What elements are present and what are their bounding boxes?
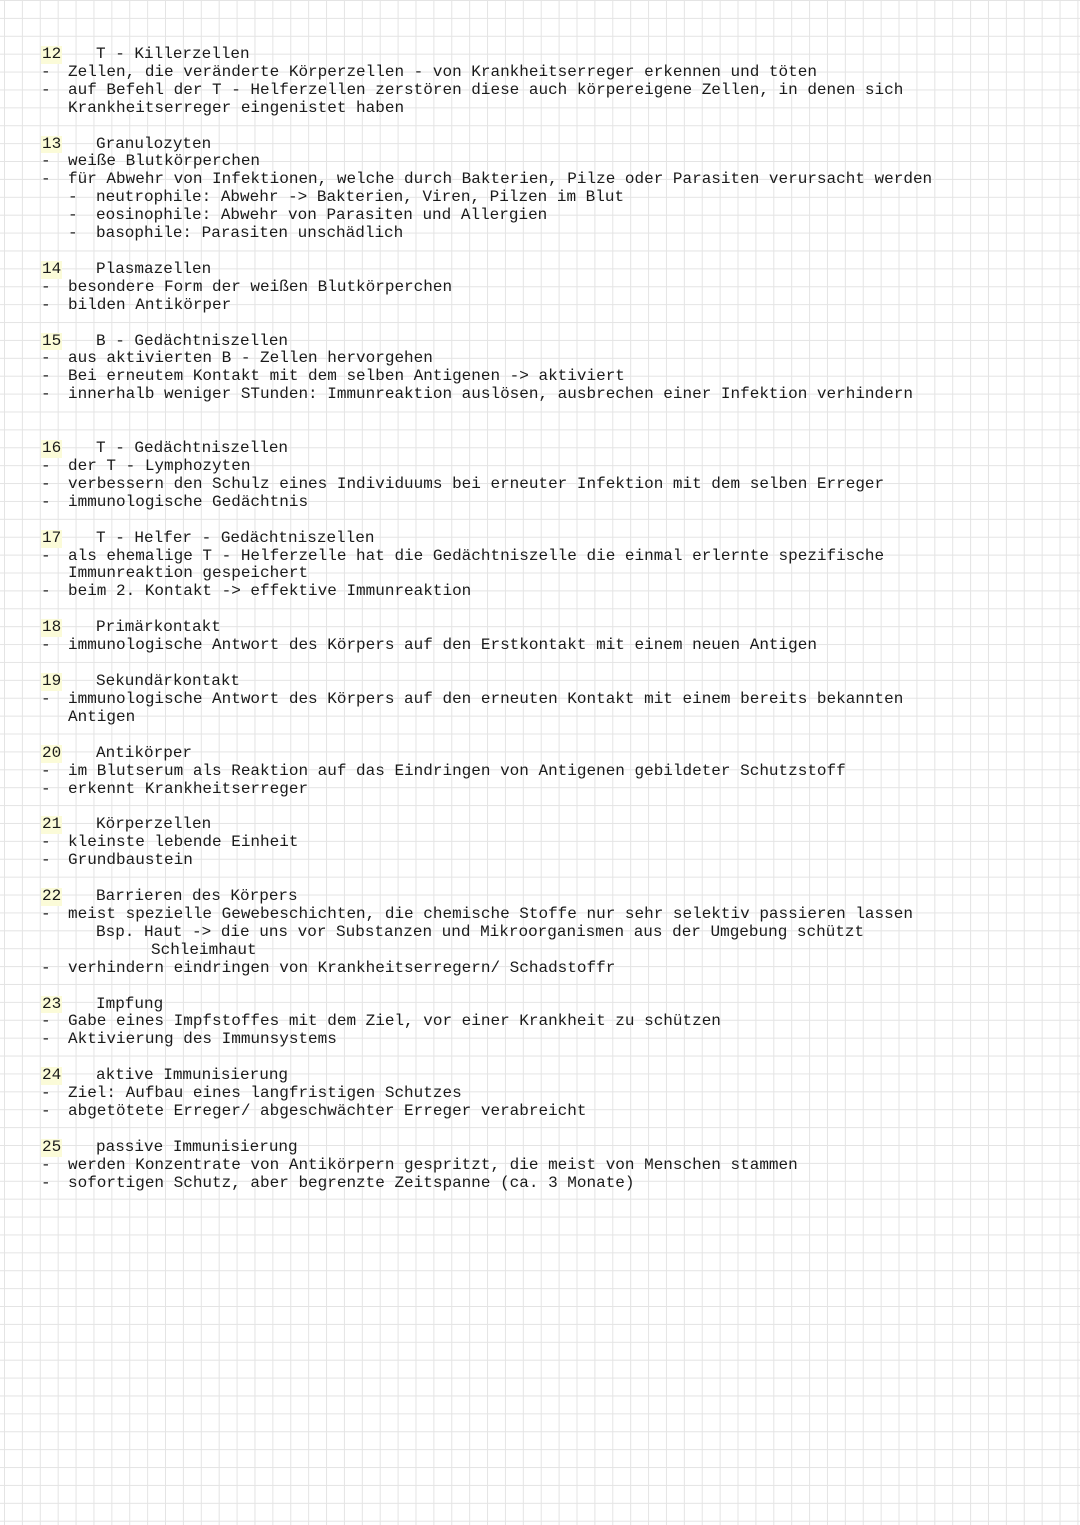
entry-line (0, 548, 1080, 566)
entry-line-text: immunologische Gedächtnis (68, 492, 309, 511)
entry-line-text: besondere Form der weißen Blutkörperchen (68, 277, 453, 296)
entry-gap (0, 798, 1080, 816)
entry-line (0, 279, 1080, 297)
bullet-dash: - (41, 152, 51, 171)
glossary-entry (0, 816, 1080, 870)
entry-number: 21 (42, 815, 62, 834)
bullet-dash: - (41, 779, 51, 798)
entry-gap (0, 1121, 1080, 1139)
entry-title: Plasmazellen (96, 259, 212, 278)
entry-line-text: weiße Blutkörperchen (68, 152, 261, 171)
glossary-entry (0, 1067, 1080, 1121)
entry-title: Barrieren des Körpers (96, 887, 298, 906)
entry-header (0, 673, 1080, 691)
entry-line (0, 189, 1080, 207)
entry-line (0, 709, 1080, 727)
entry-title: aktive Immunisierung (96, 1066, 289, 1085)
entry-title: Antikörper (96, 743, 193, 762)
entry-title: Sekundärkontakt (96, 672, 241, 691)
bullet-dash: - (41, 636, 51, 655)
entry-line-text: eosinophile: Abwehr von Parasiten und Allergien (96, 206, 548, 225)
glossary-entry (0, 745, 1080, 799)
glossary-entry (0, 673, 1080, 727)
bullet-dash: - (41, 474, 51, 493)
entry-line (0, 476, 1080, 494)
glossary-entry (0, 440, 1080, 512)
entry-number: 22 (42, 887, 62, 906)
entry-line-text: Zellen, die veränderte Körperzellen - von Krankheitserreger erkennen und töten (68, 62, 817, 81)
bullet-dash: - (41, 546, 51, 565)
entry-line-text: Schleimhaut (151, 940, 257, 959)
entry-line (0, 297, 1080, 315)
entry-line (0, 781, 1080, 799)
entry-gap (0, 601, 1080, 619)
entry-number: 12 (42, 45, 62, 63)
bullet-dash: - (41, 62, 51, 81)
bullet-dash: - (41, 457, 51, 476)
entry-header (0, 261, 1080, 279)
entry-line-text: im Blutserum als Reaktion auf das Eindringen von Antigenen gebildeter Schutzstoff (68, 761, 846, 780)
bullet-dash: - (41, 295, 51, 314)
sub-bullet-dash: - (68, 206, 78, 225)
entry-number: 18 (42, 618, 62, 637)
entry-gap (0, 404, 1080, 440)
entry-line-text: für Abwehr von Infektionen, welche durch Bakterien, Pilze oder Parasiten verursacht werden (68, 170, 933, 189)
entry-gap (0, 870, 1080, 888)
entry-title: Primärkontakt (96, 618, 221, 637)
entry-title: T - Helfer - Gedächtniszellen (96, 528, 375, 547)
glossary-entry (0, 261, 1080, 315)
bullet-dash: - (41, 1030, 51, 1049)
entry-number: 13 (42, 134, 62, 153)
entry-number: 14 (42, 259, 62, 278)
entry-line (0, 763, 1080, 781)
bullet-dash: - (41, 1084, 51, 1103)
entry-line-text: Aktivierung des Immunsystems (68, 1030, 337, 1049)
bullet-dash: - (41, 277, 51, 296)
entry-gap (0, 655, 1080, 673)
entry-header (0, 440, 1080, 458)
entry-line-text: Grundbaustein (68, 851, 193, 870)
bullet-dash: - (41, 1012, 51, 1031)
entry-gap (0, 118, 1080, 136)
entry-line-text: immunologische Antwort des Körpers auf den Erstkontakt mit einem neuen Antigen (68, 636, 817, 655)
glossary-entry (0, 333, 1080, 405)
entry-line (0, 1013, 1080, 1031)
bullet-dash: - (41, 833, 51, 852)
glossary-entry (0, 46, 1080, 118)
bullet-dash: - (41, 1155, 51, 1174)
entry-line (0, 942, 1080, 960)
bullet-dash: - (41, 80, 51, 99)
bullet-dash: - (41, 367, 51, 386)
entry-line-text: basophile: Parasiten unschädlich (96, 224, 404, 243)
bullet-dash: - (41, 1101, 51, 1120)
entry-header (0, 1139, 1080, 1157)
entry-line (0, 852, 1080, 870)
entry-number: 19 (42, 672, 62, 691)
entry-line (0, 1085, 1080, 1103)
glossary-entry (0, 996, 1080, 1050)
entry-line-text: erkennt Krankheitserreger (68, 779, 309, 798)
bullet-dash: - (41, 385, 51, 404)
bullet-dash: - (41, 958, 51, 977)
entry-line (0, 368, 1080, 386)
entry-line (0, 458, 1080, 476)
entry-line (0, 637, 1080, 655)
entry-line (0, 1031, 1080, 1049)
entry-header (0, 46, 1080, 64)
bullet-dash: - (41, 170, 51, 189)
entry-line-text: werden Konzentrate von Antikörpern gespritzt, die meist von Menschen stammen (68, 1155, 798, 1174)
entry-line-text: bilden Antikörper (68, 295, 232, 314)
entry-line (0, 225, 1080, 243)
entry-line-text: aus aktivierten B - Zellen hervorgehen (68, 349, 433, 368)
entry-title: Körperzellen (96, 815, 212, 834)
entry-line (0, 64, 1080, 82)
bullet-dash: - (41, 761, 51, 780)
bullet-dash: - (41, 851, 51, 870)
entry-line (0, 960, 1080, 978)
entry-line-text: neutrophile: Abwehr -> Bakterien, Viren, Pilzen im Blut (96, 188, 625, 207)
entry-line (0, 1175, 1080, 1193)
entry-line-text: auf Befehl der T - Helferzellen zerstören diese auch körpereigene Zellen, in denen sich (68, 80, 904, 99)
glossary-entry (0, 619, 1080, 655)
entry-title: B - Gedächtniszellen (96, 331, 289, 350)
entry-title: passive Immunisierung (96, 1137, 298, 1156)
entry-line-text: Bei erneutem Kontakt mit dem selben Antigenen -> aktiviert (68, 367, 625, 386)
entry-line-text: beim 2. Kontakt -> effektive Immunreaktion (68, 582, 472, 601)
entry-header (0, 745, 1080, 763)
entry-line-text: innerhalb weniger STunden: Immunreaktion auslösen, ausbrechen einer Infektion verhindern (68, 385, 913, 404)
entry-line-text: Bsp. Haut -> die uns vor Substanzen und Mikroorganismen aus der Umgebung schützt (96, 922, 865, 941)
entry-line-text: kleinste lebende Einheit (68, 833, 299, 852)
entry-line (0, 153, 1080, 171)
entry-line-text: Gabe eines Impfstoffes mit dem Ziel, vor einer Krankheit zu schützen (68, 1012, 721, 1031)
entry-title: Impfung (96, 994, 164, 1013)
entry-line (0, 691, 1080, 709)
glossary-entry (0, 1139, 1080, 1193)
entry-line (0, 82, 1080, 100)
entry-gap (0, 1049, 1080, 1067)
entry-line-text: verbessern den Schulz eines Individuums bei erneuter Infektion mit dem selben Erreger (68, 474, 885, 493)
entry-number: 20 (42, 743, 62, 762)
entry-title: T - Gedächtniszellen (96, 439, 289, 458)
bullet-dash: - (41, 492, 51, 511)
entry-number: 23 (42, 994, 62, 1013)
glossary-entry (0, 888, 1080, 977)
entry-header (0, 333, 1080, 351)
sub-bullet-dash: - (68, 188, 78, 207)
bullet-dash: - (41, 904, 51, 923)
entry-number: 16 (42, 439, 62, 458)
entry-line-text: sofortigen Schutz, aber begrenzte Zeitspanne (ca. 3 Monate) (68, 1173, 635, 1192)
bullet-dash: - (41, 582, 51, 601)
glossary-entry (0, 530, 1080, 602)
entry-number: 25 (42, 1137, 62, 1156)
entry-title: Granulozyten (96, 134, 212, 153)
glossary-list (0, 46, 1080, 1193)
entry-line (0, 924, 1080, 942)
bullet-dash: - (41, 1173, 51, 1192)
entry-gap (0, 243, 1080, 261)
entry-line-text: abgetötete Erreger/ abgeschwächter Erreger verabreicht (68, 1101, 587, 1120)
entry-line (0, 583, 1080, 601)
entry-line-text: verhindern eindringen von Krankheitserregern/ Schadstoffr (68, 958, 616, 977)
entry-header (0, 816, 1080, 834)
entry-line (0, 906, 1080, 924)
entry-header (0, 996, 1080, 1014)
entry-line (0, 171, 1080, 189)
entry-line (0, 350, 1080, 368)
entry-line-text: Immunreaktion gespeichert (68, 564, 309, 583)
entry-header (0, 1067, 1080, 1085)
entry-number: 24 (42, 1066, 62, 1085)
entry-gap (0, 512, 1080, 530)
entry-title: T - Killerzellen (96, 45, 250, 63)
entry-header (0, 530, 1080, 548)
entry-gap (0, 978, 1080, 996)
bullet-dash: - (41, 349, 51, 368)
entry-line (0, 1103, 1080, 1121)
glossary-entry (0, 136, 1080, 243)
bullet-dash: - (41, 689, 51, 708)
entry-line (0, 1157, 1080, 1175)
entry-line (0, 207, 1080, 225)
entry-gap (0, 727, 1080, 745)
entry-header (0, 136, 1080, 154)
entry-line (0, 834, 1080, 852)
entry-line-text: der T - Lymphozyten (68, 457, 251, 476)
entry-line-text: Krankheitserreger eingenistet haben (68, 98, 405, 117)
entry-line (0, 100, 1080, 118)
entry-line (0, 386, 1080, 404)
entry-line (0, 494, 1080, 512)
entry-number: 17 (42, 528, 62, 547)
entry-line-text: immunologische Antwort des Körpers auf den erneuten Kontakt mit einem bereits bekannten (68, 689, 904, 708)
entry-gap (0, 315, 1080, 333)
entry-line (0, 565, 1080, 583)
entry-line-text: meist spezielle Gewebeschichten, die chemische Stoffe nur sehr selektiv passieren lassen (68, 904, 913, 923)
entry-line-text: als ehemalige T - Helferzelle hat die Gedächtniszelle die einmal erlernte spezifische (68, 546, 885, 565)
entry-header (0, 888, 1080, 906)
entry-header (0, 619, 1080, 637)
sub-bullet-dash: - (68, 224, 78, 243)
entry-line-text: Antigen (68, 707, 136, 726)
entry-number: 15 (42, 331, 62, 350)
entry-line-text: Ziel: Aufbau eines langfristigen Schutzes (68, 1084, 462, 1103)
